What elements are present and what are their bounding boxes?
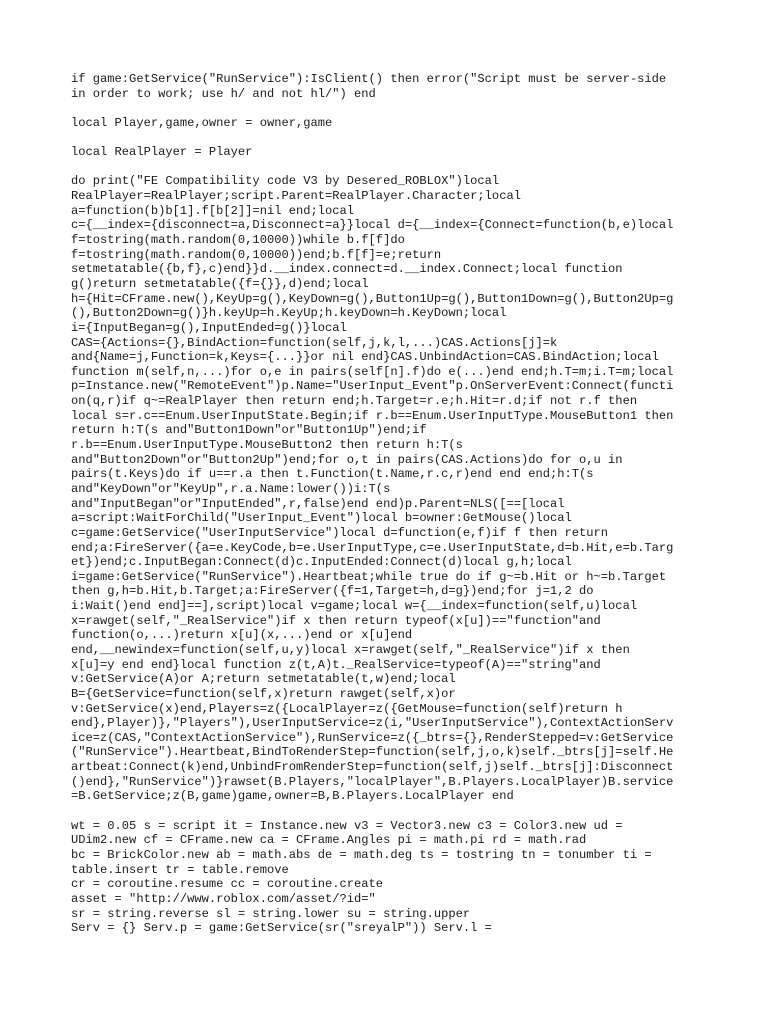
code-line: i={InputBegan=g(),InputEnded=g()}local xyxy=(71,320,347,335)
code-block xyxy=(71,72,711,936)
code-line: B={GetService=function(self,x)return rawget(self,x)or xyxy=(71,686,456,701)
code-line: ice=z(CAS,"ContextActionService"),RunService=z({_btrs={},RenderStepped=v:GetService xyxy=(71,730,674,745)
code-line: table.insert tr = table.remove xyxy=(71,862,289,877)
code-line: v:GetService(A)or A;return setmetatable(t,w)end;local xyxy=(71,672,456,687)
code-line: if game:GetService("RunService"):IsClient() then error("Script must be server-side xyxy=(71,72,667,86)
code-line: x[u]=y end end}local function z(t,A)t._RealService=typeof(A)=="string"and xyxy=(71,657,601,672)
code-line: asset = "http://www.roblox.com/asset/?id=" xyxy=(71,891,376,906)
code-line: wt = 0.05 s = script it = Instance.new v3 = Vector3.new c3 = Color3.new ud = xyxy=(71,818,623,833)
code-line: (),Button2Down=g()}h.keyUp=h.KeyUp;h.keyDown=h.KeyDown;local xyxy=(71,306,507,321)
blank-line xyxy=(71,804,711,819)
code-line: sr = string.reverse sl = string.lower su = string.upper xyxy=(71,906,471,921)
code-line: f=tostring(math.random(0,10000))while b.f[f]do xyxy=(71,233,405,248)
code-line: UDim2.new cf = CFrame.new ca = CFrame.Angles pi = math.pi rd = math.rad xyxy=(71,833,587,848)
code-line: and"InputBegan"or"InputEnded",r,false)end end)p.Parent=NLS([==[local xyxy=(71,496,565,511)
code-line: ()end},"RunService")}rawset(B.Players,"localPlayer",B.Players.LocalPlayer)B.service xyxy=(71,774,674,789)
code-line: function(o,...)return x[u](x,...)end or x[u]end xyxy=(71,628,413,643)
code-line: ("RunService").Heartbeat,BindToRenderStep=function(self,j,o,k)self._btrs[j]=self.He xyxy=(71,745,674,760)
code-line: CAS={Actions={},BindAction=function(self,j,k,l,...)CAS.Actions[j]=k xyxy=(71,335,558,350)
blank-line xyxy=(71,160,711,175)
code-line: a=function(b)b[1].f[b[2]]=nil end;local xyxy=(71,203,355,218)
code-line: and"KeyDown"or"KeyUp",r.a.Name:lower())i:T(s xyxy=(71,481,391,496)
code-line: local s=r.c==Enum.UserInputState.Begin;if r.b==Enum.UserInputType.MouseButton1 then xyxy=(71,408,674,423)
code-line: a=script:WaitForChild("UserInput_Event")local b=owner:GetMouse()local xyxy=(71,511,572,526)
code-line: i:Wait()end end]==],script)local v=game;local w={__index=function(self,u)local xyxy=(71,599,638,614)
code-line: p=Instance.new("RemoteEvent")p.Name="UserInput_Event"p.OnServerEvent:Connect(functi xyxy=(71,379,674,394)
code-line: and{Name=j,Function=k,Keys={...}}or nil end}CAS.UnbindAction=CAS.BindAction;local xyxy=(71,350,659,365)
code-line: end},Player)},"Players"),UserInputService=z(i,"UserInputService"),ContextActionServ xyxy=(71,716,674,731)
code-line: cr = coroutine.resume cc = coroutine.create xyxy=(71,877,384,892)
code-line: return h:T(s and"Button1Down"or"Button1Up")end;if xyxy=(71,423,427,438)
code-line: artbeat:Connect(k)end,UnbindFromRenderStep=function(self,j)self._btrs[j]:Disconnect xyxy=(71,760,674,775)
code-line: c=game:GetService("UserInputService")local d=function(e,f)if f then return xyxy=(71,525,609,540)
code-line: local RealPlayer = Player xyxy=(71,145,253,160)
code-line: f=tostring(math.random(0,10000))end;b.f[f]=e;return xyxy=(71,247,442,262)
code-line: end;a:FireServer({a=e.KeyCode,b=e.UserInputType,c=e.UserInputState,d=b.Hit,e=b.Targ xyxy=(71,540,674,555)
code-line: g()return setmetatable({f={}},d)end;local xyxy=(71,276,369,291)
blank-line xyxy=(71,131,711,146)
code-line: function m(self,n,...)for o,e in pairs(self[n].f)do e(...)end end;h.T=m;i.T=m;local xyxy=(71,364,674,379)
code-line: et})end;c.InputBegan:Connect(d)c.InputEnded:Connect(d)local g,h;local xyxy=(71,555,572,570)
code-line: and"Button2Down"or"Button2Up")end;for o,t in pairs(CAS.Actions)do for o,u in xyxy=(71,452,623,467)
code-line: bc = BrickColor.new ab = math.abs de = math.deg ts = tostring tn = tonumber ti = xyxy=(71,847,652,862)
code-line: then g,h=b.Hit,b.Target;a:FireServer({f=1,Target=h,d=g})end;for j=1,2 do xyxy=(71,584,594,599)
code-line: in order to work; use h/ and not hl/") end xyxy=(71,86,376,101)
code-line: do print("FE Compatibility code V3 by Desered_ROBLOX")local xyxy=(71,174,500,189)
code-line: setmetatable({b,f},c)end}}d.__index.connect=d.__index.Connect;local function xyxy=(71,262,623,277)
code-line: h={Hit=CFrame.new(),KeyUp=g(),KeyDown=g(),Button1Up=g(),Button1Down=g(),Button2Up=g xyxy=(71,291,674,306)
code-line: v:GetService(x)end,Players=z({LocalPlayer=z({GetMouse=function(self)return h xyxy=(71,701,623,716)
code-line: r.b==Enum.UserInputType.MouseButton2 then return h:T(s xyxy=(71,438,463,453)
code-line: RealPlayer=RealPlayer;script.Parent=RealPlayer.Character;local xyxy=(71,189,521,204)
blank-line xyxy=(71,101,711,116)
code-line: end,__newindex=function(self,u,y)local x=rawget(self,"_RealService")if x then xyxy=(71,642,630,657)
code-line: c={__index={disconnect=a,Disconnect=a}}local d={__index={Connect=function(b,e)local xyxy=(71,218,674,233)
code-line: i=game:GetService("RunService").Heartbeat;while true do if g~=b.Hit or h~=b.Target xyxy=(71,569,667,584)
code-line: =B.GetService;z(B,game)game,owner=B,B.Players.LocalPlayer end xyxy=(71,789,514,804)
code-line: pairs(t.Keys)do if u==r.a then t.Function(t.Name,r.c,r)end end end;h:T(s xyxy=(71,467,594,482)
code-line: on(q,r)if q~=RealPlayer then return end;h.Target=r.e;h.Hit=r.d;if not r.f then xyxy=(71,394,638,409)
code-line: x=rawget(self,"_RealService")if x then return typeof(x[u])=="function"and xyxy=(71,613,601,628)
code-line: local Player,game,owner = owner,game xyxy=(71,115,333,130)
code-line: Serv = {} Serv.p = game:GetService(sr("sreyalP")) Serv.l = xyxy=(71,921,492,936)
